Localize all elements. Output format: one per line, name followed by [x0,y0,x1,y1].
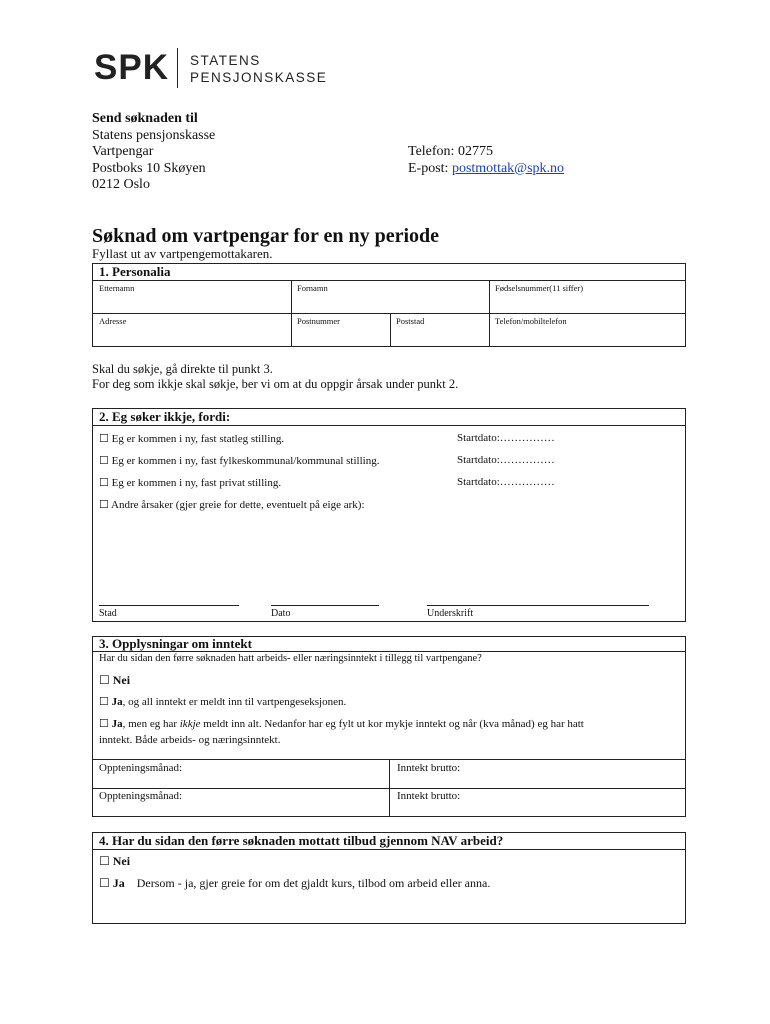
option-label-italic: ikkje [179,718,201,730]
checkbox-icon[interactable]: ☐ [99,433,109,445]
option-label: , men eg har [122,718,180,730]
adresse-field[interactable] [93,313,291,347]
postnummer-field[interactable] [291,313,390,347]
checkbox-icon[interactable]: ☐ [99,499,109,511]
option-explanation: Dersom - ja, gjer greie for om det gjaldt kurs, tilbod om arbeid eller anna. [136,876,491,890]
section-3-heading: 3. Opplysningar om inntekt [93,637,685,652]
underskrift-line[interactable] [427,605,649,606]
recipient-address [92,111,215,194]
option-andre[interactable] [99,498,365,511]
field-label: Fødselsnummer(11 siffer) [495,283,584,293]
logo-divider [177,48,178,88]
field-label: Adresse [99,316,127,326]
option-nei[interactable] [99,673,130,688]
spk-logo-mark: SPK [94,48,169,87]
option-label-bold: Ja [111,696,123,708]
option-ja[interactable] [99,876,490,891]
checkbox-icon[interactable]: ☐ [99,673,110,687]
option-label: Ja [112,876,125,890]
option-label: Eg er kommen i ny, fast privat stilling. [111,477,282,489]
dato-line[interactable] [271,605,379,606]
month-field[interactable]: Oppteningsmånad: [99,762,183,774]
section-4-heading: 4. Har du sidan den førre søknaden mottatt tilbud gjennom NAV arbeid? [93,833,685,850]
logo-line-1: STATENS [190,53,261,68]
month-field[interactable]: Oppteningsmånad: [99,790,183,802]
option-statleg[interactable] [99,432,284,445]
address-line: Vartpengar [92,144,154,159]
field-label: Postnummer [297,316,340,326]
option-ja-partial[interactable] [99,717,584,730]
income-field[interactable]: Inntekt brutto: [397,790,461,802]
startdato[interactable]: Startdato:…………… [457,476,555,488]
divider [389,759,390,816]
instructions [92,362,458,392]
address-line: 0212 Oslo [92,177,150,192]
income-field[interactable]: Inntekt brutto: [397,762,461,774]
startdato[interactable]: Startdato:…………… [457,454,555,466]
option-label: Andre årsaker (gjer greie for dette, eventuelt på eige ark): [111,499,365,511]
option-ja-partial-continued: inntekt. Både arbeids- og næringsinntekt. [99,734,281,746]
underskrift-label: Underskrift [427,608,474,619]
section-personalia [92,263,686,347]
checkbox-icon[interactable]: ☐ [99,876,110,890]
page-subtitle: Fyllast ut av vartpengemottakaren. [92,246,273,261]
stad-line[interactable] [99,605,239,606]
option-label: Nei [112,673,131,687]
poststad-field[interactable] [390,313,489,347]
option-label-bold: Ja [111,718,123,730]
section-reason [92,408,686,622]
option-label: , og all inntekt er meldt inn til vartpengeseksjonen. [122,696,347,708]
option-ja-all[interactable] [99,695,346,708]
address-line: Postboks 10 Skøyen [92,160,206,176]
email-label: E-post: [408,160,452,176]
email-row [408,161,564,178]
option-label: Nei [112,854,131,868]
field-label: Telefon/mobiltelefon [495,316,567,326]
section-income [92,636,686,817]
email-link[interactable]: postmottak@spk.no [451,160,565,176]
telefon-field[interactable] [489,313,687,347]
option-label: Eg er kommen i ny, fast fylkeskommunal/kommunal stilling. [111,455,380,467]
section-2-heading: 2. Eg søker ikkje, fordi: [93,409,685,426]
checkbox-icon[interactable]: ☐ [99,477,109,489]
phone: Telefon: 02775 [408,144,493,159]
contact-info [408,144,564,177]
field-label: Fornamn [297,283,328,293]
option-label: Eg er kommen i ny, fast statleg stilling. [111,433,285,445]
address-line: Statens pensjonskasse [92,127,216,143]
checkbox-icon[interactable]: ☐ [99,854,110,868]
section-nav-offer [92,832,686,924]
checkbox-icon[interactable]: ☐ [99,455,109,467]
logo-line-2: PENSJONSKASSE [190,70,328,85]
section-1-heading: 1. Personalia [93,264,685,281]
income-question: Har du sidan den førre søknaden hatt arbeids- eller næringsinntekt i tillegg til vartpengane? [99,653,482,664]
checkbox-icon[interactable]: ☐ [99,718,109,730]
checkbox-icon[interactable]: ☐ [99,696,109,708]
option-kommunal[interactable] [99,454,379,467]
fodselsnummer-field[interactable] [489,280,687,313]
option-nei[interactable] [99,854,130,869]
page-title: Søknad om vartpengar for en ny periode [92,225,440,247]
stad-label: Stad [99,608,117,619]
etternamn-field[interactable] [93,280,291,313]
field-label: Poststad [396,316,425,326]
dato-label: Dato [271,608,291,619]
logo-text [190,52,327,86]
startdato[interactable]: Startdato:…………… [457,432,555,444]
option-label: meldt inn alt. Nedanfor har eg fylt ut kor mykje inntekt og når (kva månad) eg har hatt [200,718,584,730]
instruction-line: Skal du søkje, gå direkte til punkt 3. [92,362,273,376]
option-privat[interactable] [99,476,281,489]
instruction-line: For deg som ikkje skal søkje, ber vi om at du oppgir årsak under punkt 2. [92,377,459,391]
fornamn-field[interactable] [291,280,489,313]
address-heading: Send søknaden til [92,111,198,126]
field-label: Etternamn [99,283,135,293]
